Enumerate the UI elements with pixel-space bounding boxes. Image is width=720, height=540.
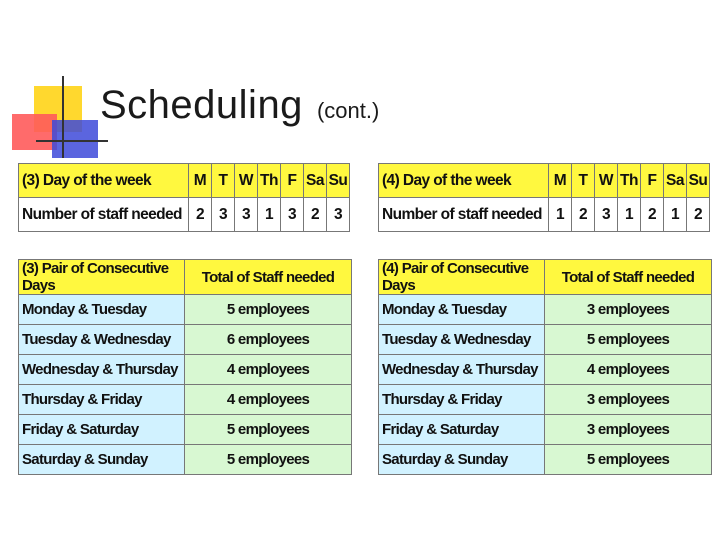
total-cell: 3 employees xyxy=(545,385,712,415)
table-row xyxy=(379,295,712,325)
pairs-table-4 xyxy=(378,259,712,475)
pairs-header-total: Total of Staff needed xyxy=(545,260,712,295)
pair-cell: Tuesday & Wednesday xyxy=(19,325,185,355)
pairs-header-total: Total of Staff needed xyxy=(185,260,352,295)
staff-needed-row xyxy=(379,198,710,232)
day-header: W xyxy=(595,164,618,198)
table-row xyxy=(19,415,352,445)
staff-value: 1 xyxy=(618,198,641,232)
total-cell: 4 employees xyxy=(185,355,352,385)
total-cell: 5 employees xyxy=(185,295,352,325)
logo-red-square xyxy=(12,114,57,150)
pair-cell: Wednesday & Thursday xyxy=(19,355,185,385)
table-row xyxy=(379,445,712,475)
total-cell: 6 employees xyxy=(185,325,352,355)
pair-cell: Monday & Tuesday xyxy=(19,295,185,325)
pairs-header-pair: (4) Pair of Consecutive Days xyxy=(379,260,545,295)
day-header: F xyxy=(281,164,304,198)
table-row xyxy=(379,415,712,445)
total-cell: 5 employees xyxy=(545,325,712,355)
staff-value: 2 xyxy=(189,198,212,232)
week-table-4 xyxy=(378,163,710,232)
table-row xyxy=(379,355,712,385)
day-header: Sa xyxy=(664,164,687,198)
pair-cell: Wednesday & Thursday xyxy=(379,355,545,385)
slide-logo xyxy=(0,0,110,170)
logo-blue-square xyxy=(52,120,98,158)
day-header: Sa xyxy=(304,164,327,198)
total-cell: 5 employees xyxy=(185,415,352,445)
pair-cell: Thursday & Friday xyxy=(19,385,185,415)
staff-needed-row xyxy=(19,198,350,232)
total-cell: 4 employees xyxy=(185,385,352,415)
staff-needed-label: Number of staff needed xyxy=(19,198,189,232)
day-header: M xyxy=(549,164,572,198)
logo-horizontal-line xyxy=(36,140,108,142)
staff-value: 2 xyxy=(572,198,595,232)
pair-cell: Thursday & Friday xyxy=(379,385,545,415)
staff-value: 2 xyxy=(641,198,664,232)
table-row xyxy=(19,295,352,325)
pair-cell: Tuesday & Wednesday xyxy=(379,325,545,355)
staff-value: 3 xyxy=(235,198,258,232)
staff-value: 1 xyxy=(549,198,572,232)
pairs-header-row xyxy=(379,260,712,295)
staff-value: 3 xyxy=(281,198,304,232)
staff-value: 1 xyxy=(258,198,281,232)
day-header: Th xyxy=(618,164,641,198)
week-header-row xyxy=(19,164,350,198)
staff-value: 2 xyxy=(687,198,710,232)
pair-cell: Monday & Tuesday xyxy=(379,295,545,325)
day-header: F xyxy=(641,164,664,198)
total-cell: 5 employees xyxy=(185,445,352,475)
pair-cell: Friday & Saturday xyxy=(19,415,185,445)
staff-value: 1 xyxy=(664,198,687,232)
staff-value: 3 xyxy=(212,198,235,232)
pairs-header-pair: (3) Pair of Consecutive Days xyxy=(19,260,185,295)
pair-cell: Saturday & Sunday xyxy=(19,445,185,475)
total-cell: 3 employees xyxy=(545,415,712,445)
total-cell: 3 employees xyxy=(545,295,712,325)
staff-value: 3 xyxy=(327,198,350,232)
title-subtitle: (cont.) xyxy=(316,98,380,123)
day-header: Su xyxy=(327,164,350,198)
pair-cell: Saturday & Sunday xyxy=(379,445,545,475)
table-row xyxy=(19,445,352,475)
staff-value: 3 xyxy=(595,198,618,232)
day-header: Su xyxy=(687,164,710,198)
title-text: Scheduling xyxy=(100,83,303,127)
week-header-label: (3) Day of the week xyxy=(19,164,189,198)
total-cell: 5 employees xyxy=(545,445,712,475)
week-header-label: (4) Day of the week xyxy=(379,164,549,198)
pairs-table-3 xyxy=(18,259,352,475)
staff-needed-label: Number of staff needed xyxy=(379,198,549,232)
table-row xyxy=(19,385,352,415)
table-row xyxy=(379,385,712,415)
staff-value: 2 xyxy=(304,198,327,232)
table-row xyxy=(19,325,352,355)
total-cell: 4 employees xyxy=(545,355,712,385)
day-header: M xyxy=(189,164,212,198)
table-row xyxy=(379,325,712,355)
week-header-row xyxy=(379,164,710,198)
week-table-3 xyxy=(18,163,350,232)
day-header: T xyxy=(212,164,235,198)
pairs-header-row xyxy=(19,260,352,295)
day-header: W xyxy=(235,164,258,198)
table-row xyxy=(19,355,352,385)
logo-vertical-line xyxy=(62,76,64,158)
day-header: T xyxy=(572,164,595,198)
day-header: Th xyxy=(258,164,281,198)
slide-title xyxy=(100,83,379,128)
pair-cell: Friday & Saturday xyxy=(379,415,545,445)
